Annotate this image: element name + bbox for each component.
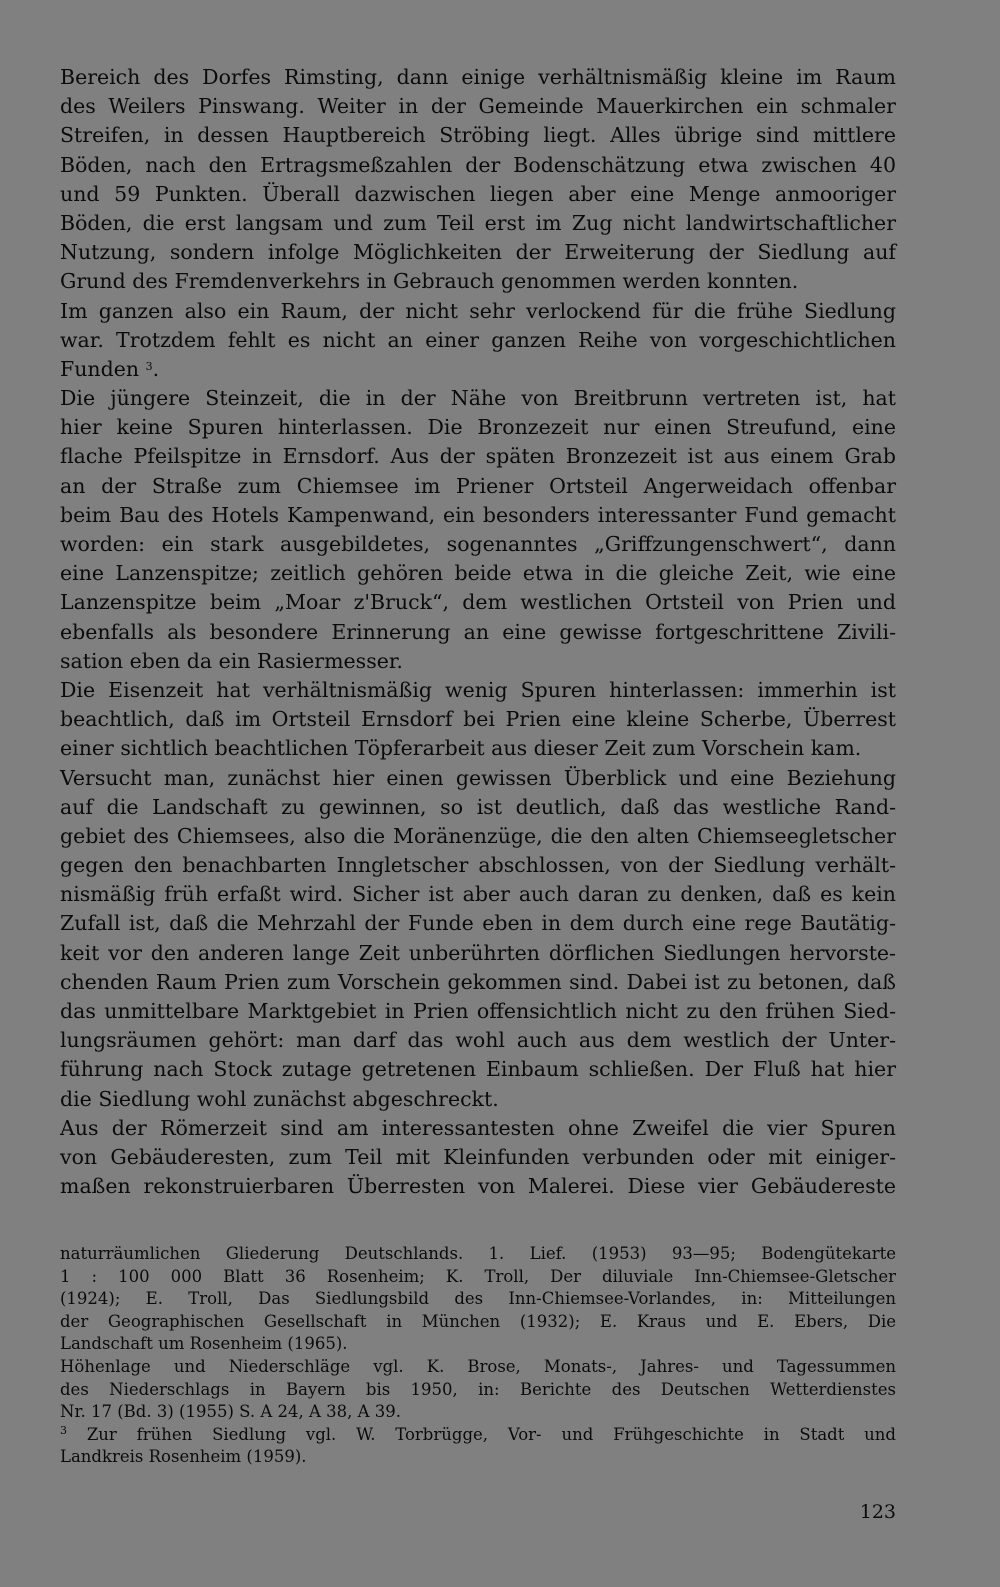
text-line: beim Bau des Hotels Kampenwand, ein besonders interessanter Fund gemacht — [60, 502, 896, 527]
text-line: von Gebäuderesten, zum Teil mit Kleinfunden verbunden oder mit einiger- — [60, 1144, 896, 1169]
page-number: 123 — [859, 1501, 896, 1523]
text-line: Zufall ist, daß die Mehrzahl der Funde eben in dem durch eine rege Bautätig- — [60, 911, 896, 936]
footnote-marker: 3 — [60, 1423, 67, 1437]
text-line: einer sichtlich beachtlichen Töpferarbeit aus dieser Zeit zum Vorschein kam. — [60, 736, 862, 761]
footnote-line: 1 : 100 000 Blatt 36 Rosenheim; K. Troll, Der diluviale Inn-Chiemsee-Gletscher — [60, 1266, 896, 1286]
text-line: flache Pfeilspitze in Ernsdorf. Aus der späten Bronzezeit ist aus einem Grab — [60, 444, 896, 469]
paragraph — [60, 384, 896, 676]
footnote-line: Höhenlage und Niederschläge vgl. K. Brose, Monats-, Jahres- und Tagessummen — [60, 1356, 896, 1376]
text-line: das unmittelbare Marktgebiet in Prien offensichtlich nicht zu den frühen Sied- — [60, 999, 896, 1023]
footnote-line: der Geographischen Gesellschaft in München (1932); E. Kraus und E. Ebers, Die — [60, 1311, 896, 1331]
text-line: lungsräumen gehört: man darf das wohl auch aus dem westlich der Unter- — [60, 1028, 896, 1053]
footnote-line: naturräumlichen Gliederung Deutschlands. 1. Lief. (1953) 93—95; Bodengütekarte — [60, 1244, 896, 1263]
text-line: keit vor den anderen lange Zeit unberührten dörflichen Siedlungen hervorste- — [60, 940, 896, 965]
text-line: Streifen, in dessen Hauptbereich Ströbing liegt. Alles übrige sind mittlere — [60, 123, 896, 148]
text-line: die Siedlung wohl zunächst abgeschreckt. — [60, 1086, 499, 1111]
text-line: Bereich des Dorfes Rimsting, dann einige verhältnismäßig kleine im Raum — [60, 65, 896, 89]
footnote-line — [60, 1424, 896, 1447]
text-line: war. Trotzdem fehlt es nicht an einer ganzen Reihe von vorgeschichtlichen — [60, 327, 896, 352]
paragraph — [60, 764, 896, 1114]
text-line: Funden $^3$. — [60, 356, 160, 381]
text-line: auf die Landschaft zu gewinnen, so ist deutlich, daß das westliche Rand- — [60, 794, 896, 819]
text-line: maßen rekonstruierbaren Überresten von Malerei. Diese vier Gebäudereste — [60, 1174, 896, 1199]
text-line: sation eben da ein Rasiermesser. — [60, 648, 403, 673]
paragraph — [60, 297, 896, 385]
text-line: chenden Raum Prien zum Vorschein gekommen sind. Dabei ist zu betonen, daß — [60, 969, 896, 994]
footnote-line: (1924); E. Troll, Das Siedlungsbild des Inn-Chiemsee-Vorlandes, in: Mitteilungen — [60, 1289, 896, 1309]
footnote-line: Landkreis Rosenheim (1959). — [60, 1447, 307, 1467]
text-line: ebenfalls als besondere Erinnerung an eine gewisse fortgeschrittene Zivili- — [60, 619, 896, 644]
main-text — [60, 63, 896, 1201]
text-line: Böden, nach den Ertragsmeßzahlen der Bodenschätzung etwa zwischen 40 — [60, 152, 896, 177]
footnote — [60, 1243, 896, 1356]
text-line: worden: ein stark ausgebildetes, sogenanntes „Griffzungenschwert“, dann — [60, 532, 896, 556]
text-line: Aus der Römerzeit sind am interessantesten ohne Zweifel die vier Spuren — [60, 1115, 896, 1140]
text-line: Nutzung, sondern infolge Möglichkeiten der Erweiterung der Siedlung auf — [60, 240, 896, 265]
text-line: an der Straße zum Chiemsee im Priener Ortsteil Angerweidach offenbar — [60, 473, 896, 498]
text-line: Böden, die erst langsam und zum Teil erst im Zug nicht landwirtschaftlicher — [60, 210, 896, 235]
paragraph — [60, 676, 896, 764]
footnote-line: Landschaft um Rosenheim (1965). — [60, 1334, 348, 1354]
text-line: hier keine Spuren hinterlassen. Die Bronzezeit nur einen Streufund, eine — [60, 415, 896, 440]
text-line: gebiet des Chiemsees, also die Moränenzüge, die den alten Chiemseegletscher — [60, 823, 896, 848]
footnote — [60, 1356, 896, 1424]
text-line: Grund des Fremdenverkehrs in Gebrauch genommen werden konnten. — [60, 269, 799, 294]
text-line: Versucht man, zunächst hier einen gewissen Überblick und eine Beziehung — [60, 765, 896, 790]
text-line: nismäßig früh erfaßt wird. Sicher ist aber auch daran zu denken, daß es kein — [60, 882, 896, 907]
footnotes — [60, 1243, 896, 1469]
text-line: Die Eisenzeit hat verhältnismäßig wenig Spuren hinterlassen: immerhin ist — [60, 677, 896, 702]
text-line: des Weilers Pinswang. Weiter in der Gemeinde Mauerkirchen ein schmaler — [60, 94, 896, 119]
text-line: führung nach Stock zutage getretenen Einbaum schließen. Der Fluß hat hier — [60, 1057, 896, 1082]
text-line: gegen den benachbarten Inngletscher abschlossen, von der Siedlung verhält- — [60, 853, 896, 878]
text-line: eine Lanzenspitze; zeitlich gehören beide etwa in die gleiche Zeit, wie eine — [60, 561, 896, 586]
footnote-line: des Niederschlags in Bayern bis 1950, in: Berichte des Deutschen Wetterdienstes — [60, 1379, 896, 1399]
footnote-line: Nr. 17 (Bd. 3) (1955) S. A 24, A 38, A 39. — [60, 1402, 402, 1422]
paragraph — [60, 63, 896, 297]
footnote-reference: 3 — [145, 359, 153, 373]
paragraph — [60, 1114, 896, 1202]
text-fragment: Funden — [60, 356, 140, 381]
text-fragment: Zur frühen Siedlung vgl. W. Torbrügge, Vor- und Frühgeschichte in Stadt und — [86, 1424, 896, 1444]
text-line: Im ganzen also ein Raum, der nicht sehr verlockend für die frühe Siedlung — [60, 298, 896, 323]
footnote — [60, 1424, 896, 1469]
text-line: Die jüngere Steinzeit, die in der Nähe von Breitbrunn vertreten ist, hat — [60, 386, 896, 411]
text-line: Lanzenspitze beim „Moar z'Bruck“, dem westlichen Ortsteil von Prien und — [60, 590, 896, 615]
text-line: beachtlich, daß im Ortsteil Ernsdorf bei Prien eine kleine Scherbe, Überrest — [60, 707, 896, 732]
text-line: und 59 Punkten. Überall dazwischen liegen aber eine Menge anmooriger — [60, 181, 896, 206]
